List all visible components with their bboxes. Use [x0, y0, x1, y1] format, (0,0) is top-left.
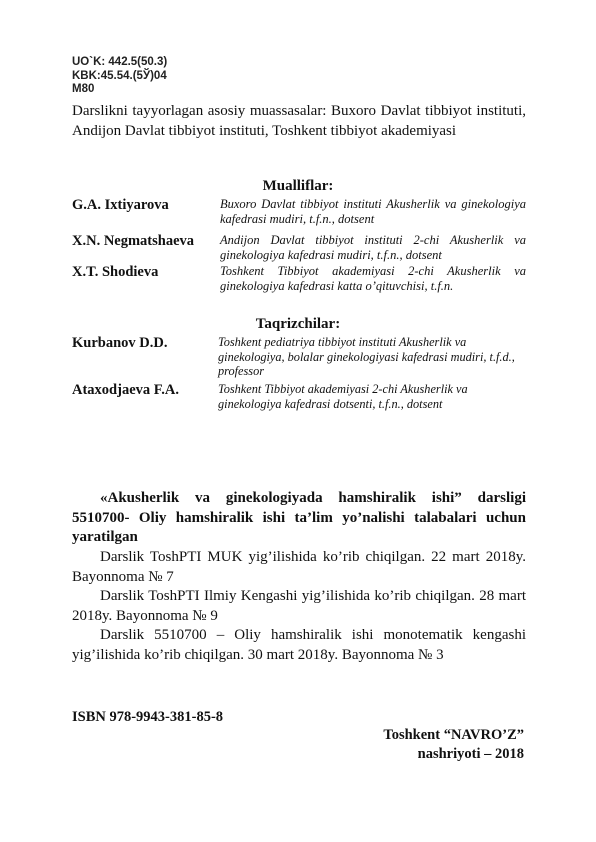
author-affiliation: Andijon Davlat tibbiyot instituti 2-chi Akusherlik va ginekologiya kafedrasi mudiri, t.f.n., dotsent: [220, 233, 526, 262]
authors-heading: Mualliflar:: [262, 178, 334, 194]
approval-muk-text: Darslik ToshPTI MUK yig’ilishida ko’rib chiqilgan. 22 mart 2018y. Bayonnoma № 7: [72, 549, 526, 585]
approval-muk: [72, 548, 526, 587]
approval-monothematic: [72, 626, 526, 665]
publisher-year: nashriyoti – 2018: [417, 746, 524, 762]
approval-council-text: Darslik ToshPTI Ilmiy Kengashi yig’ilishida ko’rib chiqilgan. 28 mart 2018y. Bayonnoma № 9: [72, 588, 526, 624]
textbook-purpose-text: «Akusherlik va ginekologiyada hamshiralik ishi” darsligi 5510700- Oliy hamshiralik ishi ta’lim yo’nalishi talabalari uchun yaratilgan: [72, 490, 526, 545]
reviewer-name: Kurbanov D.D.: [72, 335, 168, 351]
author-affiliation: Toshkent Tibbiyot akademiyasi 2-chi Akusherlik va ginekologiya kafedrasi katta o’qituvchisi, t.f.n.: [220, 264, 526, 293]
udk-code: UO`K: 442.5(50.3): [72, 56, 168, 68]
reviewer-affiliation: Toshkent pediatriya tibbiyot instituti Akusherlik va ginekologiya, bolalar ginekologiyasi kafedrasi mudiri, t.f.d., professor: [218, 335, 515, 378]
kbk-code: KBK:45.54.(5Ў)04: [72, 69, 167, 82]
reviewer-name: Ataxodjaeva F.A.: [72, 382, 180, 398]
isbn: ISBN 978-9943-381-85-8: [72, 709, 224, 725]
approval-monothematic-text: Darslik 5510700 – Oliy hamshiralik ishi monotematik kengashi yig’ilishida ko’rib chiqilgan. 30 mart 2018y. Bayonnoma № 3: [72, 627, 526, 663]
textbook-purpose: [72, 489, 526, 548]
author-affiliation: Buxoro Davlat tibbiyot instituti Akusherlik va ginekologiya kafedrasi mudiri, t.f.n., dotsent: [220, 197, 526, 226]
reviewer-affiliation: Toshkent Tibbiyot akademiyasi 2-chi Akusherlik va ginekologiya kafedrasi dotsenti, t.f.n., dotsent: [218, 382, 468, 411]
publisher-block: [383, 726, 524, 764]
institutions-intro: Darslikni tayyorlagan asosiy muassasalar: Buxoro Davlat tibbiyot instituti, Andijon Davlat tibbiyot instituti, Toshkent tibbiyot akademiyasi: [72, 103, 526, 139]
reviewers-heading: Taqrizchilar:: [255, 316, 341, 332]
approval-council: [72, 587, 526, 626]
classification-codes: [72, 56, 167, 97]
author-name: G.A. Ixtiyarova: [72, 197, 169, 213]
author-name: X.T. Shodieva: [72, 264, 159, 280]
author-name: X.N. Negmatshaeva: [72, 233, 195, 249]
publisher-line: Toshkent “NAVRO’Z”: [383, 727, 524, 743]
author-sign: M80: [72, 83, 95, 95]
